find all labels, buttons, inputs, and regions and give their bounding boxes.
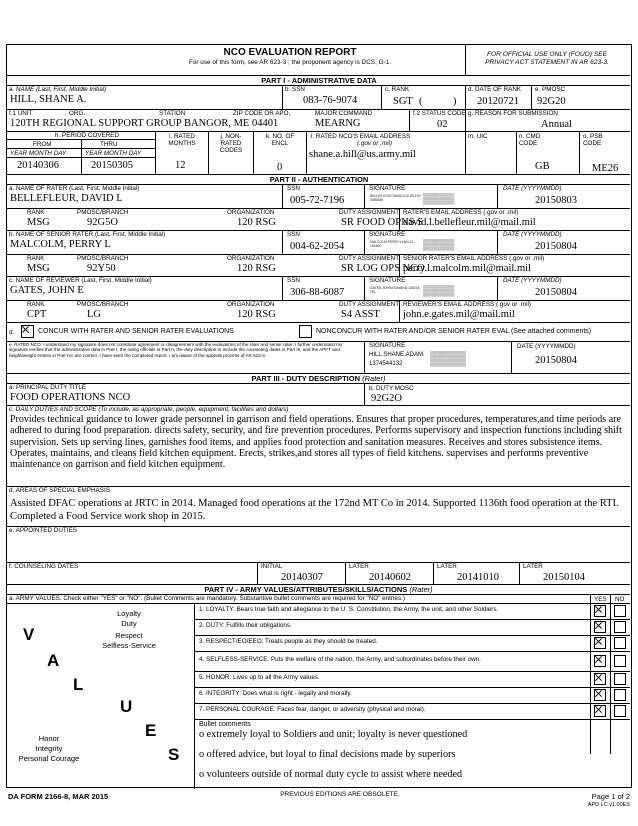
later-3-label: LATER	[523, 563, 543, 570]
later-2-label: LATER	[437, 563, 457, 570]
duty-no-checkbox[interactable]	[614, 621, 626, 633]
rater-pmosc-label: PMOSC/BRANCH	[77, 209, 129, 216]
value-loyalty: 1. LOYALTY: Bears true faith and allegiance to the U. S. Constitution, the Army, the unit, and other Soldiers.	[199, 606, 499, 613]
honor-no-checkbox[interactable]	[614, 673, 626, 685]
reviewer-ssn[interactable]: 306-88-6087	[290, 287, 345, 298]
psb-code-label-2: CODE	[583, 140, 602, 147]
reviewer-duty-label: DUTY ASSIGNMENT	[339, 301, 400, 308]
values-letter-s: S	[168, 745, 180, 764]
personal-courage-yes-checkbox[interactable]	[594, 705, 606, 717]
rated-nco-email[interactable]: shane.a.hill@us.army.mil	[309, 149, 416, 160]
nco-evaluation-form	[6, 44, 632, 788]
duty-title-label: a. PRINCIPAL DUTY TITLE	[9, 384, 87, 391]
part3-heading: PART III - DUTY DESCRIPTION	[251, 374, 361, 383]
special-emphasis[interactable]: Assisted DFAC operations at JRTC in 2014. Managed food operations at the 172nd MT Co in 2014. Supported 1136th food operation at the RTI. Completed a Food Service work shop in 2015.	[10, 498, 619, 522]
nonrated-label-2: RATED	[220, 140, 242, 147]
integrity-yes-checkbox[interactable]	[594, 689, 606, 701]
rater-digital-signature[interactable]: BELLEFLEUR.DAVID.LOUIS.100 5485456	[370, 194, 421, 202]
later-1-label: LATER	[349, 563, 369, 570]
loyalty-no-checkbox[interactable]	[614, 605, 626, 617]
name-label: a. NAME (Last, First, Middle Initial)	[9, 86, 107, 93]
rater-email-label: RATER'S EMAIL ADDRESS (.gov or .mil)	[403, 209, 519, 216]
rated-months-label-2: MONTHS	[168, 140, 196, 147]
major-command-label: MAJOR COMMAND	[315, 110, 373, 117]
rater-org[interactable]: 120 RSG	[237, 217, 276, 228]
rank-label: c. RANK	[385, 86, 410, 93]
rater-duty[interactable]: SR FOOD OPNS S	[341, 217, 423, 228]
reason-label: g. REASON FOR SUBMISSION	[468, 110, 558, 117]
bullet-comment-1[interactable]: o extremely loyal to Soldiers and unit; loyalty is never questioned	[199, 729, 468, 740]
senior-rater-ssn-label: SSN	[287, 231, 300, 238]
zip-label: ZIP CODE OR APO,	[233, 110, 291, 117]
nco-signature-label: SIGNATURE	[369, 342, 406, 349]
senior-rater-signature-stamp: ▒▒▒▒▒▒▒▒▒▒▒▒▒ ▒▒▒▒▒▒▒▒▒▒▒▒▒ ▒▒▒▒▒▒▒▒▒▒▒▒▒	[423, 239, 455, 251]
concur-checkbox[interactable]	[21, 325, 34, 338]
part4-heading-wrap	[7, 585, 630, 594]
period-covered-label: h. PERIOD COVERED	[55, 132, 120, 139]
concur-label: CONCUR WITH RATER AND SENIOR RATER EVALUATIONS	[38, 328, 234, 335]
part1-heading: PART I - ADMINISTRATIVE DATA	[261, 76, 377, 85]
value-word-selfless-service: Selfless-Service	[102, 641, 156, 650]
reviewer-signature-label: SIGNATURE	[369, 277, 406, 284]
rater-signature-label: SIGNATURE	[369, 185, 406, 192]
part3-heading-note: (Rater)	[362, 374, 386, 383]
value-word-loyalty: Loyalty	[117, 609, 141, 618]
senior-rater-email-label: SENIOR RATER'S EMAIL ADDRESS (.gov or .mil)	[403, 255, 545, 262]
appointed-duties-label: e. APPOINTED DUTIES	[9, 527, 77, 534]
daily-duties-scope[interactable]: Provides technical guidance to lower grade personnel in garrison and field operations. Ensures that proper procedures, temperatures,and time periods are adhered to during food preparation. directs safety, security, and fire prevention procedures. Performs supervisory and inspection functions including shift supervision. Sets up serving lines, garnishes food items, and applies food protection and sanitation measures. Receives and stores subsistence items. Operates, maintains, and cleans field kitchen equipment. Erects, strikes,and stores all types of field kitchens. supervises and performs preventive maintenance on garrison and field kitchen equipment.	[10, 414, 622, 471]
encl-count[interactable]: 0	[277, 162, 283, 173]
nco-date[interactable]: 20150804	[535, 355, 577, 366]
reviewer-org-label: ORGANIZATION	[227, 301, 275, 308]
values-letter-e: E	[145, 721, 157, 740]
emphasis-label: d. AREAS OF SPECIAL EMPHASIS	[9, 487, 110, 494]
period-from[interactable]: 20140306	[17, 160, 59, 171]
senior-rater-org-label: ORGANIZATION	[227, 255, 275, 262]
reviewer-date-label: DATE (YYYYMMDD)	[503, 277, 562, 284]
pmosc-label: e. PMOSC	[535, 86, 566, 93]
senior-rater-name[interactable]: MALCOLM, PERRY L	[10, 239, 111, 250]
rater-name[interactable]: BELLEFLEUR, DAVID L	[10, 193, 123, 204]
values-letter-l: L	[73, 675, 84, 694]
page-number: Page 1 of 2	[591, 792, 630, 801]
rater-duty-label: DUTY ASSIGNMENT	[339, 209, 400, 216]
date-of-rank[interactable]: 20120721	[477, 96, 519, 107]
email-label: l. RATED NCO'S EMAIL ADDRESS	[311, 133, 411, 140]
reviewer-ssn-label: SSN	[287, 277, 300, 284]
yes-label: YES	[594, 596, 607, 603]
senior-rater-email[interactable]: perry.l.malcolm.mil@mail.mil	[403, 263, 531, 274]
counseling-later-1[interactable]: 20140602	[369, 572, 411, 583]
status-code[interactable]: 02	[437, 119, 448, 130]
value-selfless-service: 4. SELFLESS-SERVICE: Puts the welfare of the nation, the Army, and subordinates before their own.	[199, 656, 481, 663]
rater-date-label: DATE (YYYYMMDD)	[503, 185, 562, 192]
major-command[interactable]: MEARNG	[315, 118, 361, 129]
period-thru[interactable]: 20150305	[91, 160, 133, 171]
fouo-line-1: FOR OFFICIAL USE ONLY (FOUO) SEE	[486, 51, 608, 58]
reviewer-name[interactable]: GATES, JOHN E	[10, 285, 84, 296]
uic-label: m. UIC	[468, 133, 488, 140]
reviewer-name-label: c. NAME OF REVIEWER (Last, First, Middle Initial)	[9, 277, 152, 284]
previous-editions: PREVIOUS EDITIONS ARE OBSOLETE.	[280, 791, 400, 798]
nonconcur-label: NONCONCUR WITH RATER AND/OR SENIOR RATER EVAL (See attached comments)	[316, 328, 592, 335]
duty-title[interactable]: FOOD OPERATIONS NCO	[10, 392, 131, 403]
selfless-service-yes-checkbox[interactable]	[594, 655, 606, 667]
reviewer-rank[interactable]: CPT	[27, 309, 47, 320]
honor-yes-checkbox[interactable]	[594, 673, 606, 685]
form-number: DA FORM 2166-8, MAR 2015	[8, 792, 109, 801]
rater-pmosc[interactable]: 92G5O	[87, 217, 118, 228]
counseling-initial[interactable]: 20140307	[281, 572, 323, 583]
senior-rater-rank[interactable]: MSG	[27, 263, 50, 274]
senior-rater-digital-signature[interactable]: MALCOLM.PERRY.LYNN.10 ... 101550	[370, 240, 418, 248]
fouo-line-2: PRIVACY ACT STATEMENT IN AR 623-3.	[485, 59, 609, 66]
unit-org-station[interactable]: 120TH REGIONAL SUPPORT GROUP BANGOR, ME 04401	[10, 118, 279, 129]
scope-label: c. DAILY DUTIES AND SCOPE (To include, as appropriate, people, equipment, facilities and dollars)	[9, 406, 289, 413]
encl-label-2: ENCL	[271, 140, 289, 147]
value-word-honor: Honor	[38, 734, 60, 743]
value-integrity: 6. INTEGRITY: Does what is right - legally and morally.	[199, 690, 352, 697]
reviewer-signature-stamp: ▒▒▒▒▒▒▒▒▒▒▒▒▒ ▒▒▒▒▒▒▒▒▒▒▒▒▒ ▒▒▒▒▒▒▒▒▒▒▒▒▒	[423, 285, 455, 297]
reviewer-rank-label: RANK	[27, 301, 45, 308]
thru-label: THRU	[100, 141, 118, 148]
counseling-later-2[interactable]: 20141010	[457, 572, 499, 583]
part2-heading: PART II - AUTHENTICATION	[269, 175, 369, 184]
nco-signature-number: 1374544132	[369, 361, 403, 367]
value-respect: 3. RESPECT/EO/EEO: Treats people as they should be treated.	[199, 638, 378, 645]
respect-no-checkbox[interactable]	[614, 637, 626, 649]
nco-date-label: DATE (YYYYMMDD)	[517, 343, 576, 350]
value-word-duty: Duty	[121, 619, 137, 628]
value-word-personal-courage: Personal Courage	[18, 754, 80, 763]
rater-org-label: ORGANIZATION	[227, 209, 275, 216]
nonrated-label-3: CODES	[219, 147, 243, 154]
senior-rater-name-label: b. NAME OF SENIOR RATER (Last, First, Middle Initial)	[9, 231, 166, 238]
value-personal-courage: 7. PERSONAL COURAGE: Faces fear, danger, or adversity (physical and moral).	[199, 706, 426, 713]
form-title: NCO EVALUATION REPORT	[223, 47, 357, 58]
senior-rater-ssn[interactable]: 004-62-2054	[290, 241, 345, 252]
loyalty-yes-checkbox[interactable]	[594, 605, 606, 617]
rated-nco-statement: e. RATED NCO: I understand my signature does not constitute agreement or disagreement with the evaluations of the rater and senior rater. I further understand my signature verifies that the administrative data in Part I, the rating officials in Part II, the duty description to include the counseling dates in Part III, and the APFT and height/weight entries in Part IVc are correct. I have seen the completed report. I am aware of the appeals process of AR 623-3.	[9, 342, 343, 358]
rank-paren-open: (	[419, 96, 423, 107]
duty-mosc-label: b. DUTY MOSC	[369, 385, 414, 392]
part4-heading-note: (Rater)	[409, 585, 433, 594]
reviewer-date[interactable]: 20150804	[535, 287, 577, 298]
rated-nco-name[interactable]: HILL, SHANE A.	[10, 94, 87, 105]
rater-ssn[interactable]: 005-72-7196	[290, 195, 345, 206]
rater-email[interactable]: david.l.bellefleur.mil@mail.mil	[403, 217, 536, 228]
form-version: APD LC v1.00ES	[587, 802, 630, 808]
form-subtitle: For use of this form, see AR 623-3 ; the proponent agency is DCS, G-1.	[188, 59, 392, 66]
email-hint: (.gov or .mil)	[357, 140, 392, 147]
encl-label-1: k. NO. OF	[265, 133, 295, 140]
pmosc[interactable]: 92G20	[537, 96, 566, 107]
duty-yes-checkbox[interactable]	[594, 621, 606, 633]
integrity-no-checkbox[interactable]	[614, 689, 626, 701]
cmd-code-label-2: CODE	[519, 140, 538, 147]
bullet-comments-label: Bullet comments	[199, 721, 251, 728]
reviewer-duty[interactable]: S4 ASST	[341, 309, 380, 320]
initial-label: INITIAL	[261, 563, 283, 570]
reviewer-digital-signature[interactable]: GATES.JOHN.EDWARD.108244 761	[370, 286, 420, 294]
nonrated-label-1: j. NON-	[220, 133, 242, 140]
cmd-code[interactable]: GB	[535, 161, 550, 172]
ymd-thru: YEAR MONTH DAY	[85, 150, 142, 157]
value-word-respect: Respect	[115, 631, 143, 640]
senior-rater-signature-label: SIGNATURE	[369, 231, 406, 238]
rated-nco-ssn[interactable]: 083-76-9074	[303, 95, 358, 106]
senior-rater-pmosc[interactable]: 92Y50	[87, 263, 116, 274]
cmd-code-label-1: n. CMD	[519, 133, 541, 140]
rank-paren-close: )	[453, 96, 457, 107]
unit-label: f.1 UNIT	[9, 110, 33, 117]
army-values-label: a. ARMY VALUES. Check either "YES" or "NO". (Bullet Comments are mandatory. Substantive bullet comments are required for "NO" entries.)	[9, 595, 405, 602]
value-honor: 5. HONOR: Lives up to all the Army values.	[199, 674, 320, 681]
nco-signature-stamp: ▒▒▒▒▒▒▒▒▒▒▒▒▒▒▒ ▒▒▒▒▒▒▒▒▒▒▒▒▒▒▒ ▒▒▒▒▒▒▒▒▒▒▒▒▒▒▒ ▒▒▒▒▒▒▒▒▒▒▒▒▒▒▒	[430, 351, 467, 367]
rater-name-label: a. NAME OF RATER (Last, First, Middle Initial)	[9, 185, 140, 192]
senior-rater-duty[interactable]: SR LOG OPS NCO	[341, 263, 425, 274]
bullet-comment-3[interactable]: o volunteers outside of normal duty cycle to assist where needed	[199, 769, 463, 780]
senior-rater-date[interactable]: 20150804	[535, 241, 577, 252]
nco-signature-name[interactable]: HILL.SHANE.ADAM.	[369, 352, 425, 358]
station-label: STATION	[159, 110, 186, 117]
rater-rank[interactable]: MSG	[27, 217, 50, 228]
ssn-label: b. SSN	[285, 86, 305, 93]
bullet-comment-2[interactable]: o offered advice, but loyal to final decisions made by superiors	[199, 749, 456, 760]
value-word-integrity: Integrity	[35, 744, 63, 753]
rater-date[interactable]: 20150803	[535, 195, 577, 206]
senior-rater-rank-label: RANK	[27, 255, 45, 262]
ymd-from: YEAR MONTH DAY	[10, 150, 67, 157]
senior-rater-org[interactable]: 120 RSG	[237, 263, 276, 274]
psb-code[interactable]: ME26	[592, 163, 619, 174]
from-label: FROM	[33, 141, 52, 148]
values-letter-u: U	[120, 697, 133, 716]
personal-courage-no-checkbox[interactable]	[614, 705, 626, 717]
value-duty: 2. DUTY: Fulfills their obligations.	[199, 622, 292, 629]
part4-heading: PART IV - ARMY VALUES/ATTRIBUTES/SKILLS/ACTIONS	[204, 585, 408, 594]
senior-rater-pmosc-label: PMOSC/BRANCH	[77, 255, 129, 262]
rated-nco-rank[interactable]: SGT	[393, 96, 413, 107]
selfless-service-no-checkbox[interactable]	[614, 655, 626, 667]
values-letter-a: A	[47, 651, 60, 670]
rater-ssn-label: SSN	[287, 185, 300, 192]
reviewer-email-label: REVIEWER'S EMAIL ADDRESS (.gov or .mil)	[403, 301, 531, 308]
senior-rater-date-label: DATE (YYYYMMDD)	[503, 231, 562, 238]
reviewer-pmosc[interactable]: LG	[87, 309, 101, 320]
rated-months-label-1: i. RATED	[169, 133, 195, 140]
values-letter-v: V	[23, 625, 35, 644]
part3-heading-wrap	[7, 374, 630, 383]
duty-mosc[interactable]: 92G2O	[371, 393, 402, 404]
counseling-later-3[interactable]: 20150104	[543, 572, 585, 583]
rater-rank-label: RANK	[27, 209, 45, 216]
status-code-label: f.2 STATUS CODE	[413, 110, 466, 117]
rated-months[interactable]: 12	[175, 160, 186, 171]
no-label: NO	[615, 596, 625, 603]
reviewer-org[interactable]: 120 RSG	[237, 309, 276, 320]
rater-signature-stamp: ▒▒▒▒▒▒▒▒▒▒▒▒▒ ▒▒▒▒▒▒▒▒▒▒▒▒▒ ▒▒▒▒▒▒▒▒▒▒▒▒▒	[423, 193, 455, 205]
reason-for-submission[interactable]: Annual	[541, 119, 572, 130]
nonconcur-checkbox[interactable]	[299, 325, 312, 338]
reviewer-pmosc-label: PMOSC/BRANCH	[77, 301, 129, 308]
counseling-label: f. COUNSELING DATES	[9, 563, 79, 570]
psb-code-label-1: o. PSB	[583, 133, 603, 140]
org-label: ORG.	[69, 110, 86, 117]
senior-rater-duty-label: DUTY ASSIGNMENT	[339, 255, 400, 262]
date-of-rank-label: d. DATE OF RANK	[468, 86, 522, 93]
respect-yes-checkbox[interactable]	[594, 637, 606, 649]
reviewer-email[interactable]: john.e.gates.mil@mail.mil	[403, 309, 515, 320]
concur-letter: d.	[9, 329, 15, 336]
